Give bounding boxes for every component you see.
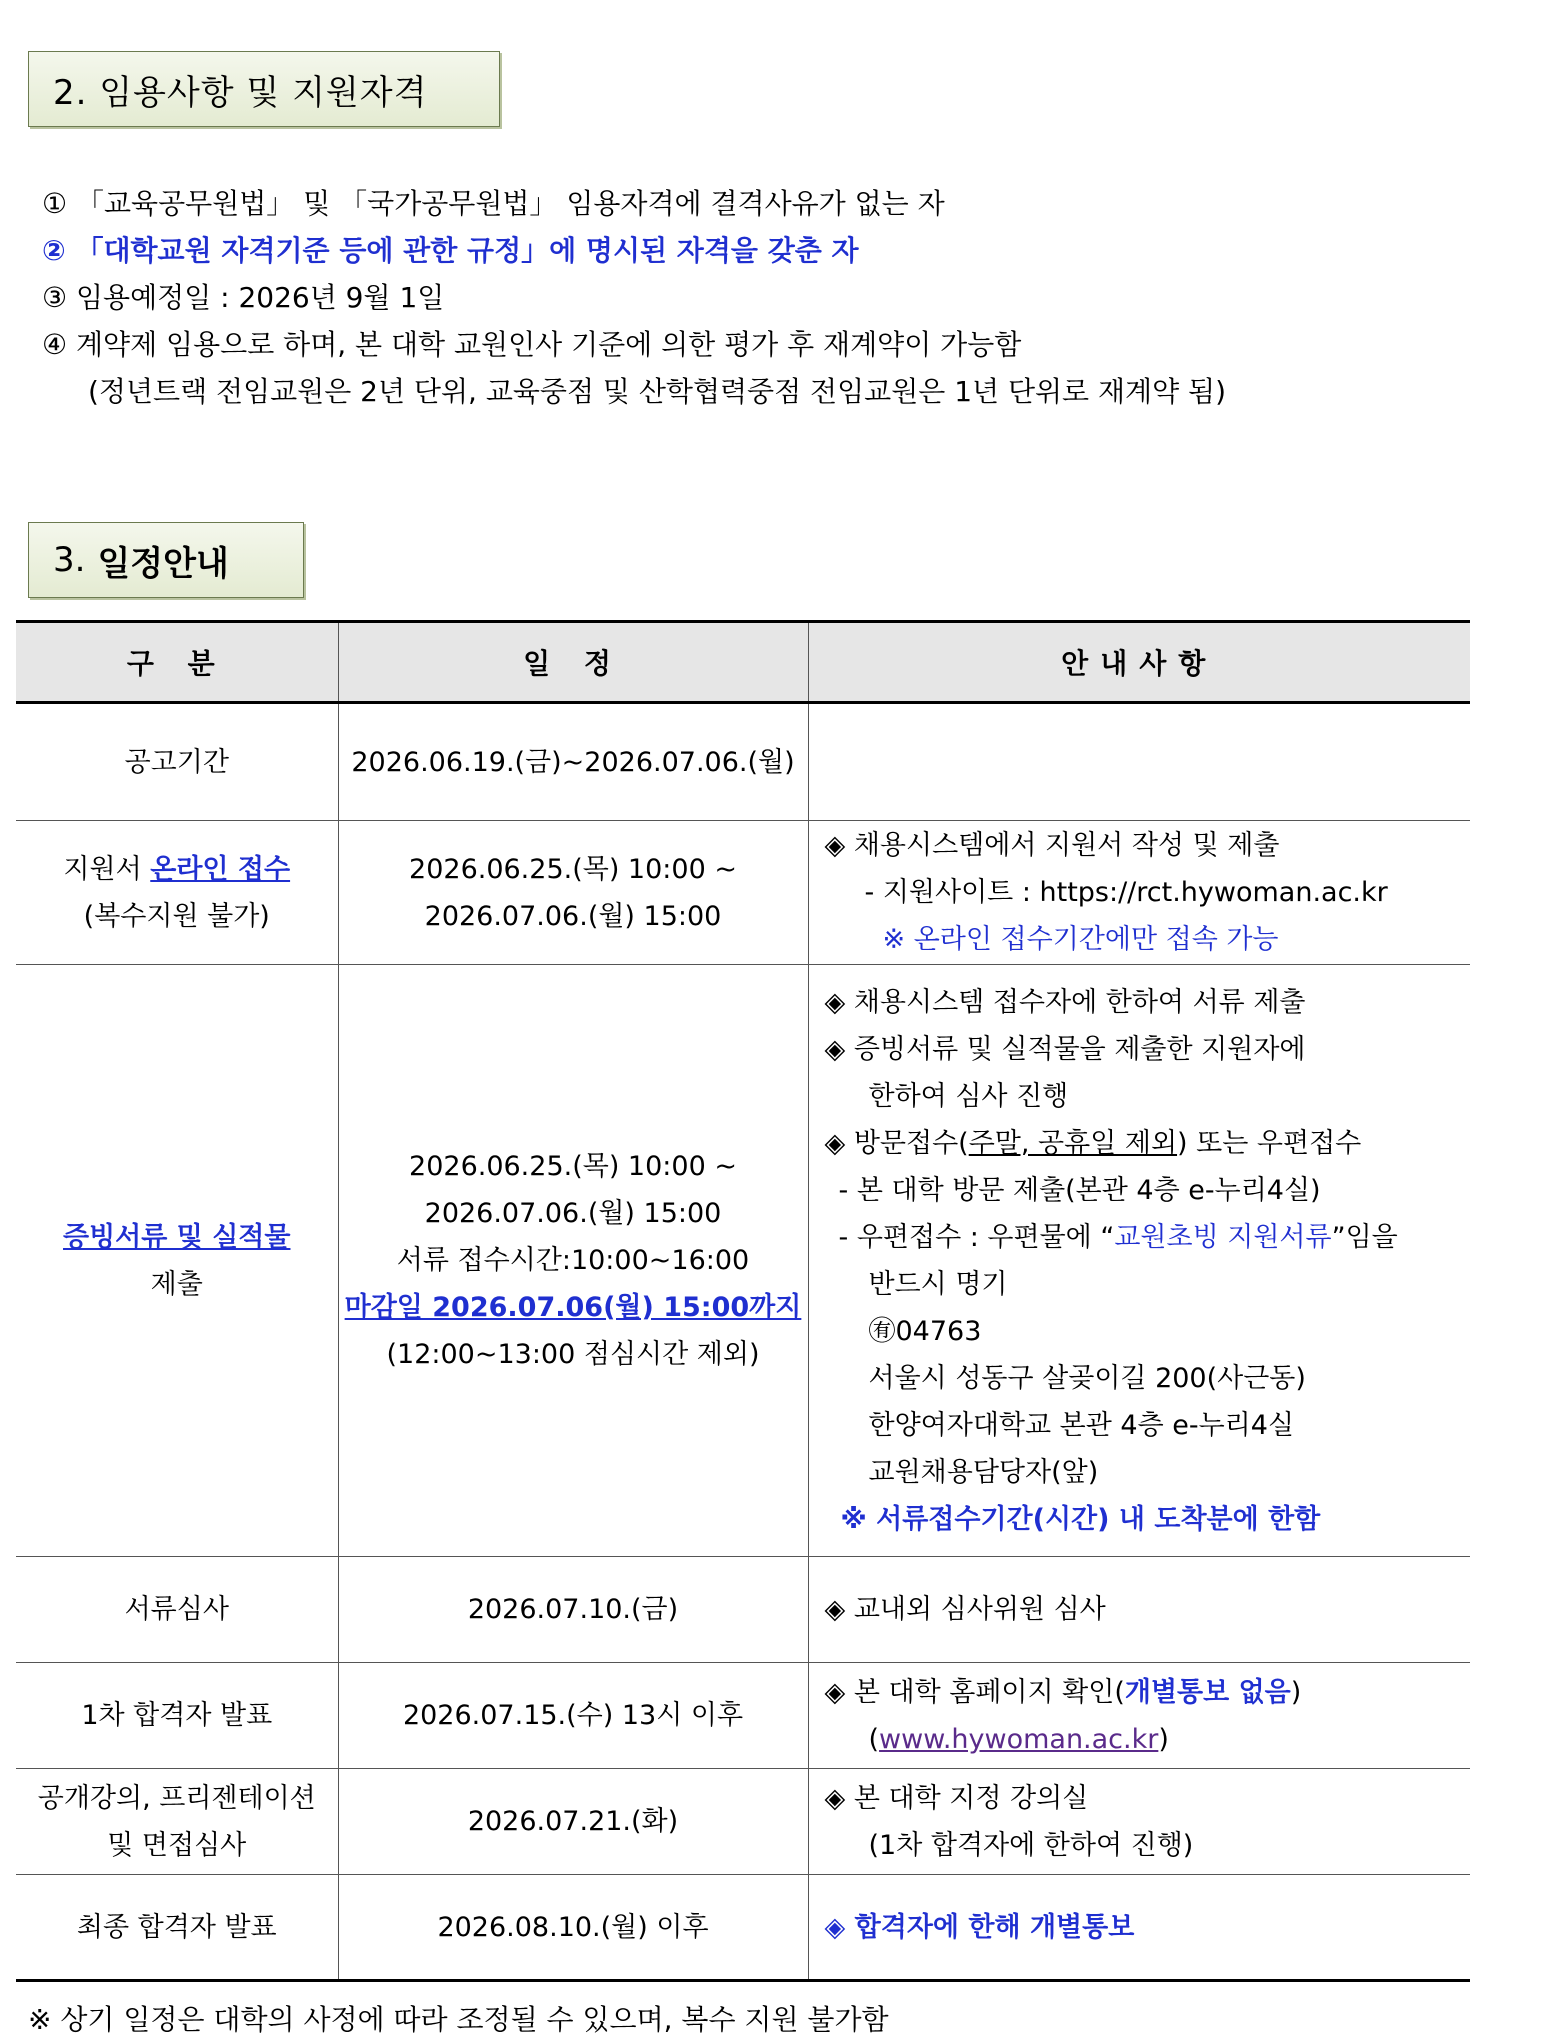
table-header-row [16,622,1470,703]
row-schedule: 2026.08.10.(월) 이후 [338,1875,808,1981]
header-info: 안내사항 [808,622,1470,703]
info-line: ◈ 채용시스템에서 지원서 작성 및 제출 [824,830,1280,861]
row-info [808,703,1470,821]
info-line: 한하여 심사 진행 [868,1080,1069,1112]
row-info [808,1663,1470,1769]
row-info: ◈ 교내외 심사위원 심사 [808,1557,1470,1663]
list-item: ② 「대학교원 자격기준 등에 관한 규정」에 명시된 자격을 갖춘 자 [42,234,859,267]
deadline-line: 마감일 2026.07.06(월) 15:00까지 [344,1292,802,1323]
info-line: ◈ 채용시스템 접수자에 한하여 서류 제출 [824,986,1306,1018]
table-row [16,1875,1470,1981]
row-schedule: 2026.06.19.(금)~2026.07.06.(월) [338,703,808,821]
table-row [16,703,1470,821]
schedule-line: 서류 접수시간:10:00~16:00 [396,1245,750,1276]
table-row [16,1557,1470,1663]
info-line: - 본 대학 방문 제출(본관 4층 e-누리4실) [838,1174,1321,1206]
schedule-line: 2026.06.25.(목) 10:00 ~ [409,853,737,885]
info-underline: 주말, 공휴일 제외 [968,1127,1178,1159]
info-line: ※ 서류접수기간(시간) 내 도착분에 한함 [840,1503,1321,1535]
section-3-number: 3. [53,540,86,580]
schedule-line: (12:00~13:00 점심시간 제외) [386,1339,760,1370]
row-schedule: 2026.07.21.(화) [338,1769,808,1875]
info-line: (www.hywoman.ac.kr) [868,1723,1169,1755]
category-sub: (복수지원 불가) [83,900,270,932]
row-info: ◈ 합격자에 한해 개별통보 [808,1875,1470,1981]
info-line: - 지원사이트 : https://rct.hywoman.ac.kr [864,877,1388,908]
list-item: ① 「교육공무원법」 및 「국가공무원법」 임용자격에 결격사유가 없는 자 [42,187,945,220]
info-line: 교원채용담당자(앞) [868,1456,1099,1488]
schedule-line: 2026.07.06.(월) 15:00 [424,1198,722,1229]
section-2-heading [28,51,500,127]
row-schedule: 2026.07.10.(금) [338,1557,808,1663]
list-item: ④ 계약제 임용으로 하며, 본 대학 교원인사 기준에 의한 평가 후 재계약이 가능함 [42,328,1022,361]
homepage-link[interactable]: www.hywoman.ac.kr [879,1723,1159,1755]
qualification-list [42,180,1226,415]
category-line: 공개강의, 프리젠테이션 [37,1782,316,1814]
row-category [16,821,338,965]
table-row [16,1663,1470,1769]
row-category: 최종 합격자 발표 [16,1875,338,1981]
row-schedule [338,965,808,1557]
category-prefix: 지원서 [63,853,151,885]
category-line: 및 면접심사 [107,1829,247,1861]
info-line: ※ 온라인 접수기간에만 접속 가능 [882,924,1279,955]
row-category: 공고기간 [16,703,338,821]
info-line: 반드시 명기 [868,1268,1008,1300]
category-sub: 제출 [150,1268,203,1300]
table-row [16,821,1470,965]
row-info [808,965,1470,1557]
category-highlight: 온라인 접수 [150,853,291,885]
info-line: ◈ 방문접수(주말, 공휴일 제외) 또는 우편접수 [824,1127,1362,1159]
schedule-table [16,620,1470,1982]
info-line: ◈ 본 대학 지정 강의실 [824,1782,1089,1814]
schedule-line: 2026.07.06.(월) 15:00 [424,900,722,932]
row-schedule [338,821,808,965]
row-category [16,965,338,1557]
row-schedule: 2026.07.15.(수) 13시 이후 [338,1663,808,1769]
list-item: ③ 임용예정일 : 2026년 9월 1일 [42,281,445,314]
section-2-title: 2. 임용사항 및 지원자격 [53,72,428,113]
postal-code: ㊒04763 [868,1315,982,1347]
schedule-line: 2026.06.25.(목) 10:00 ~ [409,1151,737,1182]
category-highlight: 증빙서류 및 실적물 [63,1221,291,1253]
info-line: ◈ 본 대학 홈페이지 확인(개별통보 없음) [824,1676,1302,1708]
row-category: 서류심사 [16,1557,338,1663]
info-highlight: 교원초빙 지원서류 [1114,1221,1332,1253]
table-row [16,965,1470,1557]
header-schedule: 일 정 [338,622,808,703]
info-line: - 우편접수 : 우편물에 “교원초빙 지원서류”임을 [838,1221,1398,1253]
header-category: 구 분 [16,622,338,703]
row-category: 1차 합격자 발표 [16,1663,338,1769]
info-line: 한양여자대학교 본관 4층 e-누리4실 [868,1409,1295,1441]
info-highlight: 개별통보 없음 [1124,1676,1291,1708]
section-3-heading [28,522,304,598]
row-info [808,1769,1470,1875]
info-line: (1차 합격자에 한하여 진행) [868,1829,1194,1861]
row-category [16,1769,338,1875]
footnote: ※ 상기 일정은 대학의 사정에 따라 조정될 수 있으며, 복수 지원 불가함 [28,2003,889,2036]
list-item: (정년트랙 전임교원은 2년 단위, 교육중점 및 산학협력중점 전임교원은 1년 단위로 재계약 됨) [88,375,1227,408]
info-line: ◈ 증빙서류 및 실적물을 제출한 지원자에 [824,1033,1306,1065]
table-row [16,1769,1470,1875]
info-line: 서울시 성동구 살곶이길 200(사근동) [868,1362,1306,1394]
section-3-title: 일정안내 [97,543,229,584]
row-info [808,821,1470,965]
